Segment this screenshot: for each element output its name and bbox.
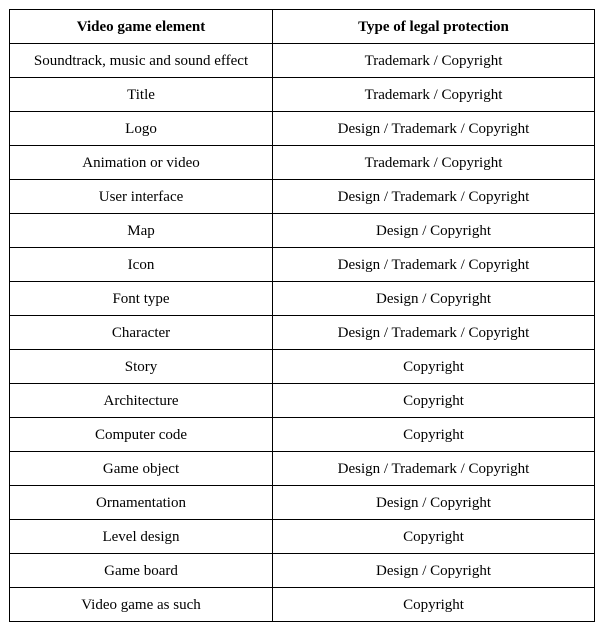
table-row	[10, 486, 595, 520]
header-type-of-legal-protection: Type of legal protection	[273, 10, 595, 44]
table-row	[10, 350, 595, 384]
protection-cell: Design / Copyright	[273, 486, 595, 520]
protection-cell: Design / Copyright	[273, 214, 595, 248]
element-cell: Icon	[10, 248, 273, 282]
table-row	[10, 146, 595, 180]
table-row	[10, 384, 595, 418]
table-row	[10, 112, 595, 146]
protection-cell: Design / Trademark / Copyright	[273, 180, 595, 214]
protection-cell: Copyright	[273, 588, 595, 622]
table-row	[10, 78, 595, 112]
table-row	[10, 282, 595, 316]
protection-cell: Design / Copyright	[273, 282, 595, 316]
element-cell: Character	[10, 316, 273, 350]
element-cell: Title	[10, 78, 273, 112]
table-row	[10, 452, 595, 486]
protection-cell: Trademark / Copyright	[273, 44, 595, 78]
table-row	[10, 520, 595, 554]
header-row	[10, 10, 595, 44]
protection-cell: Copyright	[273, 418, 595, 452]
protection-cell: Copyright	[273, 384, 595, 418]
protection-cell: Trademark / Copyright	[273, 78, 595, 112]
element-cell: Architecture	[10, 384, 273, 418]
element-cell: Logo	[10, 112, 273, 146]
protection-cell: Design / Trademark / Copyright	[273, 316, 595, 350]
protection-cell: Design / Trademark / Copyright	[273, 248, 595, 282]
table-row	[10, 214, 595, 248]
element-cell: Animation or video	[10, 146, 273, 180]
protection-cell: Design / Copyright	[273, 554, 595, 588]
protection-cell: Copyright	[273, 350, 595, 384]
element-cell: Game object	[10, 452, 273, 486]
legal-protection-table-container	[9, 9, 594, 622]
element-cell: Font type	[10, 282, 273, 316]
table-row	[10, 248, 595, 282]
table-header	[10, 10, 595, 44]
element-cell: Game board	[10, 554, 273, 588]
table-row	[10, 588, 595, 622]
element-cell: Video game as such	[10, 588, 273, 622]
element-cell: Story	[10, 350, 273, 384]
element-cell: Computer code	[10, 418, 273, 452]
protection-cell: Design / Trademark / Copyright	[273, 112, 595, 146]
element-cell: Level design	[10, 520, 273, 554]
element-cell: Map	[10, 214, 273, 248]
table-row	[10, 44, 595, 78]
element-cell: Ornamentation	[10, 486, 273, 520]
protection-cell: Trademark / Copyright	[273, 146, 595, 180]
element-cell: User interface	[10, 180, 273, 214]
legal-protection-table	[9, 9, 595, 622]
table-body	[10, 44, 595, 622]
element-cell: Soundtrack, music and sound effect	[10, 44, 273, 78]
protection-cell: Design / Trademark / Copyright	[273, 452, 595, 486]
table-row	[10, 180, 595, 214]
protection-cell: Copyright	[273, 520, 595, 554]
table-row	[10, 418, 595, 452]
header-video-game-element: Video game element	[10, 10, 273, 44]
table-row	[10, 316, 595, 350]
table-row	[10, 554, 595, 588]
